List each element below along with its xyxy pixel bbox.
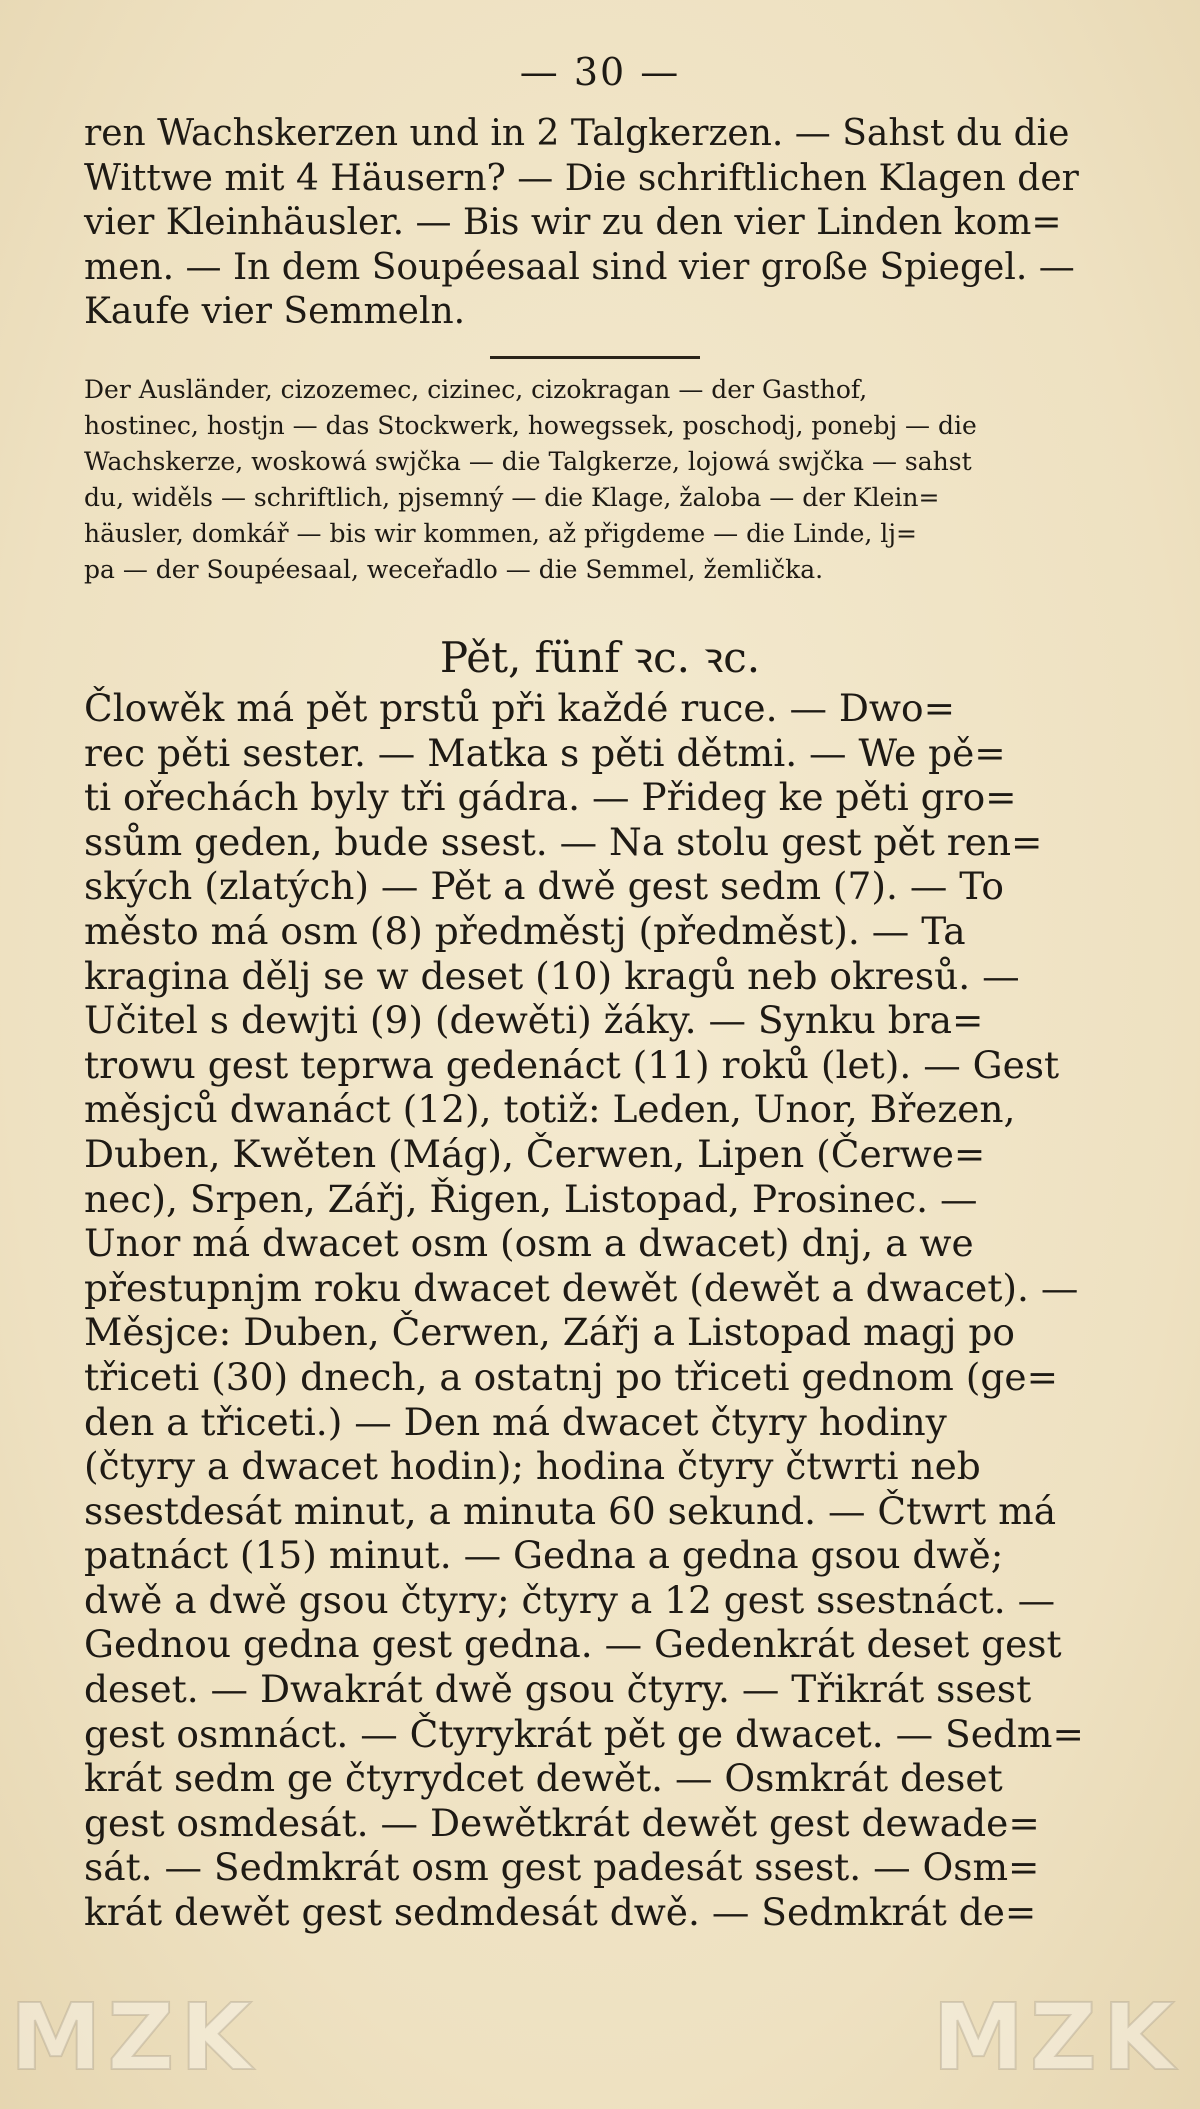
text-line: gest osmnáct. — Čtyrykrát pět ge dwacet. — Sedm= (84, 1711, 1084, 1756)
text-line: Učitel s dewjti (9) (dewěti) žáky. — Synku bra= (84, 998, 984, 1043)
text-line: kragina dělj se w deset (10) kragů neb okresů. — (84, 953, 1020, 998)
watermark-right: MZK (932, 1984, 1180, 2091)
text-line: Gednou gedna gest gedna. — Gedenkrát deset gest (84, 1622, 1062, 1667)
text-line: Člowěk má pět prstů při každé ruce. — Dwo= (84, 686, 956, 730)
main-paragraph (84, 686, 1104, 1935)
vocab-line: du, widěls — schriftlich, pjsemný — die Klage, žaloba — der Klein= (84, 483, 940, 512)
text-line: ssestdesát minut, a minuta 60 sekund. — Čtwrt má (84, 1488, 1057, 1533)
text-line: krát dewět gest sedmdesát dwě. — Sedmkrát de= (84, 1890, 1037, 1935)
text-line: vier Kleinhäusler. — Bis wir zu den vier Linden kom= (84, 202, 1062, 243)
watermark-left: MZK (10, 1984, 258, 2091)
text-line: Wittwe mit 4 Häusern? — Die schriftlichen Klagen der (84, 157, 1079, 199)
text-line: přestupnjm roku dwacet dewět (dewět a dwacet). — (84, 1265, 1079, 1310)
vocab-line: pa — der Soupéesaal, weceřadlo — die Semmel, žemlička. (84, 555, 824, 584)
section-heading: Pět, fünf ꝛc. ꝛc. (439, 633, 761, 682)
text-line: gest osmdesát. — Dewětkrát dewět gest dewade= (84, 1800, 1040, 1845)
text-line: Kaufe vier Semmeln. (84, 291, 466, 332)
text-line: ti ořechách byly tři gádra. — Přideg ke pěti gro= (84, 775, 1017, 820)
text-line: patnáct (15) minut. — Gedna a gedna gsou dwě; (84, 1533, 1004, 1578)
section-divider (490, 356, 700, 359)
text-line: rec pěti sester. — Matka s pěti dětmi. — We pě= (84, 730, 1006, 775)
top-paragraph (84, 112, 1104, 335)
text-line: Unor má dwacet osm (osm a dwacet) dnj, a we (84, 1221, 974, 1266)
vocab-line: häusler, domkář — bis wir kommen, až přigdeme — die Linde, lj= (84, 519, 917, 548)
text-line: třiceti (30) dnech, a ostatnj po třiceti gednom (ge= (84, 1354, 1059, 1399)
text-line: deset. — Dwakrát dwě gsou čtyry. — Třikrát ssest (84, 1667, 1032, 1712)
text-line: sát. — Sedmkrát osm gest padesát ssest. — Osm= (84, 1845, 1040, 1890)
text-line: krát sedm ge čtyrydcet dewět. — Osmkrát deset (84, 1756, 1003, 1801)
text-line: men. — In dem Soupéesaal sind vier große Spiegel. — (84, 246, 1075, 288)
page-number: — 30 — (519, 50, 681, 94)
vocab-line: Der Ausländer, cizozemec, cizinec, cizokragan — der Gasthof, (84, 375, 868, 404)
text-line: (čtyry a dwacet hodin); hodina čtyry čtwrti neb (84, 1444, 981, 1489)
vocab-line: hostinec, hostjn — das Stockwerk, howegssek, poschodj, ponebj — die (84, 411, 977, 440)
text-line: měsjců dwanáct (12), totiž: Leden, Unor, Březen, (84, 1087, 1016, 1132)
text-line: trowu gest teprwa gedenáct (11) roků (let). — Gest (84, 1042, 1060, 1087)
text-line: nec), Srpen, Zářj, Řigen, Listopad, Prosinec. — (84, 1176, 978, 1221)
text-line: město má osm (8) předměstj (předměst). — Ta (84, 908, 966, 953)
text-line: den a třiceti.) — Den má dwacet čtyry hodiny (84, 1399, 947, 1444)
text-line: ských (zlatých) — Pět a dwě gest sedm (7). — To (84, 864, 1004, 909)
text-line: dwě a dwě gsou čtyry; čtyry a 12 gest ssestnáct. — (84, 1577, 1056, 1622)
text-line: Duben, Kwěten (Mág), Čerwen, Lipen (Čerwe= (84, 1131, 986, 1176)
vocab-line: Wachskerze, woskowá swjčka — die Talgkerze, lojowá swjčka — sahst (84, 447, 972, 476)
text-line: ren Wachskerzen und in 2 Talgkerzen. — Sahst du die (84, 113, 1070, 154)
vocabulary-block (84, 372, 1104, 588)
text-line: Měsjce: Duben, Čerwen, Zářj a Listopad magj po (84, 1310, 1015, 1355)
text-line: ssům geden, bude ssest. — Na stolu gest pět ren= (84, 819, 1043, 864)
